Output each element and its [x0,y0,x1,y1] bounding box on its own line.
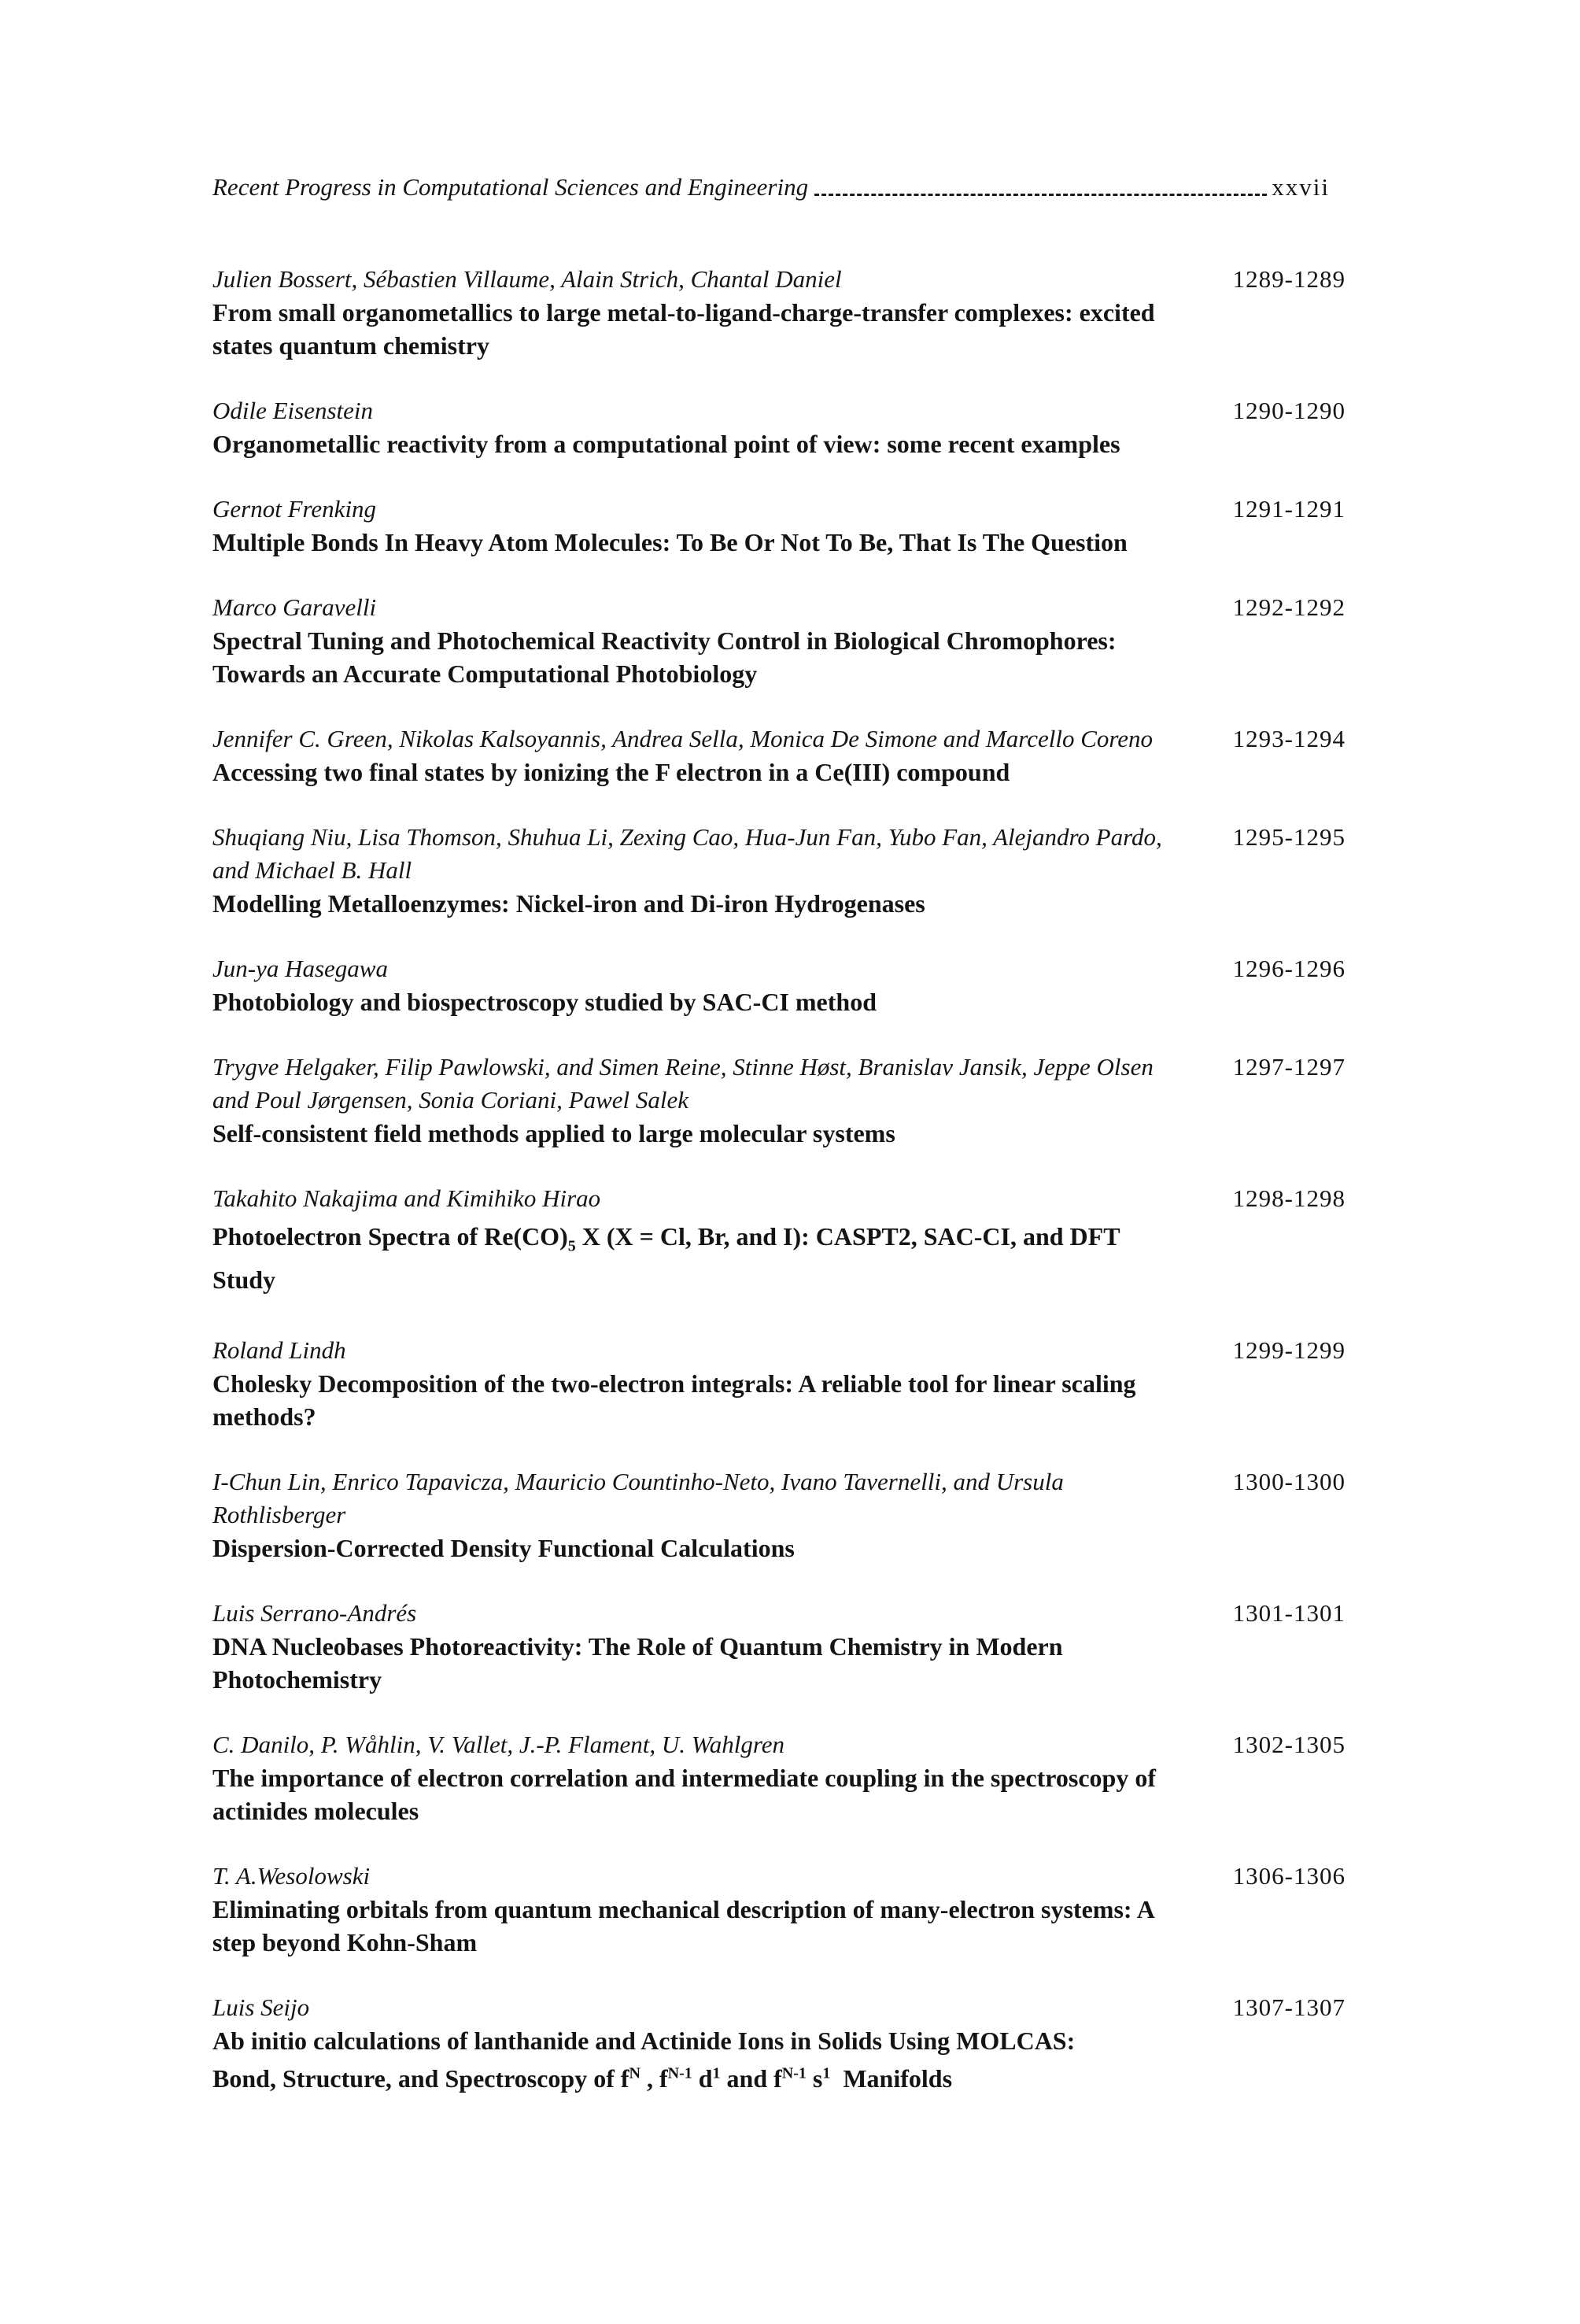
entry-title-part: s [806,2064,823,2093]
entry-authors: Luis Serrano-Andrés [212,1599,417,1627]
entry-title: Multiple Bonds In Heavy Atom Molecules: To Be Or Not To Be, That Is The Question [212,528,1128,556]
table-of-contents [212,263,1346,2133]
toc-entry [212,1182,1346,1302]
toc-entry [212,1334,1346,1433]
entry-pages: 1289-1289 [1232,265,1346,293]
entry-title: The importance of electron correlation and intermediate coupling in the spectroscopy of actinides molecules [212,1764,1156,1825]
entry-authors: Gernot Frenking [212,495,377,523]
entry-authors: Odile Eisenstein [212,397,374,424]
superscript: N-1 [667,2064,692,2082]
entry-title-part: and f [720,2064,782,2093]
entry-authors: Jennifer C. Green, Nikolas Kalsoyannis, Andrea Sella, Monica De Simone and Marcello Coreno [212,725,1154,752]
superscript: 1 [822,2064,831,2082]
entry-pages: 1292-1292 [1232,593,1346,621]
toc-entry [212,263,1346,362]
entry-title-part: , f [640,2064,668,2093]
entry-title: Cholesky Decomposition of the two-electron integrals: A reliable tool for linear scaling methods? [212,1369,1136,1431]
entry-pages: 1301-1301 [1232,1599,1346,1627]
entry-title: Self-consistent field methods applied to large molecular systems [212,1119,895,1147]
entry-authors: Julien Bossert, Sébastien Villaume, Alain Strich, Chantal Daniel [212,265,842,293]
subscript: 5 [567,1237,576,1255]
superscript: N-1 [781,2064,807,2082]
toc-entry [212,1051,1346,1150]
toc-entry [212,1728,1346,1827]
toc-entry [212,1860,1346,1959]
entry-title-part: Bond, Structure, and Spectroscopy of f [212,2064,629,2093]
page-number: xxvii [1272,173,1330,201]
entry-pages: 1298-1298 [1232,1184,1346,1212]
toc-entry [212,722,1346,789]
entry-authors: Luis Seijo [212,1993,310,2021]
entry-title: Eliminating orbitals from quantum mechanical description of many-electron systems: A step beyond Kohn-Sham [212,1895,1154,1956]
entry-title: Dispersion-Corrected Density Functional Calculations [212,1534,795,1562]
entry-title-line: Ab initio calculations of lanthanide and Actinide Ions in Solids Using MOLCAS: [212,2027,1076,2055]
entry-title-part: Manifolds [830,2064,953,2093]
entry-title-part: Photoelectron Spectra of Re(CO) [212,1222,568,1251]
running-header-title: Recent Progress in Computational Sciences and Engineering [212,173,809,201]
superscript: N [629,2064,640,2082]
entry-title: Photobiology and biospectroscopy studied by SAC-CI method [212,988,877,1016]
entry-pages: 1302-1305 [1232,1731,1346,1758]
toc-entry [212,1991,1346,2100]
entry-authors: C. Danilo, P. Wåhlin, V. Vallet, J.-P. Flament, U. Wahlgren [212,1731,785,1758]
toc-entry [212,591,1346,690]
entry-authors: T. A.Wesolowski [212,1862,371,1890]
toc-entry [212,394,1346,460]
toc-entry [212,493,1346,559]
entry-title-line [212,2057,1180,2100]
entry-pages: 1296-1296 [1232,955,1346,982]
entry-authors: Roland Lindh [212,1336,346,1364]
entry-authors: I-Chun Lin, Enrico Tapavicza, Mauricio Countinho-Neto, Ivano Tavernelli, and Ursula Rothlisberger [212,1468,1064,1528]
entry-pages: 1297-1297 [1232,1053,1346,1081]
toc-entry [212,1597,1346,1696]
entry-title: Organometallic reactivity from a computational point of view: some recent examples [212,430,1120,458]
entry-authors: Shuqiang Niu, Lisa Thomson, Shuhua Li, Zexing Cao, Hua-Jun Fan, Yubo Fan, Alejandro Pardo, and Michael B. Hall [212,823,1162,884]
entry-authors: Marco Garavelli [212,593,377,621]
header-dashed-rule [814,194,1267,196]
entry-pages: 1290-1290 [1232,397,1346,424]
toc-entry [212,952,1346,1018]
entry-pages: 1293-1294 [1232,725,1346,752]
entry-pages: 1300-1300 [1232,1468,1346,1495]
entry-title: From small organometallics to large metal-to-ligand-charge-transfer complexes: excited states quantum chemistry [212,298,1155,360]
entry-authors: Trygve Helgaker, Filip Pawlowski, and Simen Reine, Stinne Høst, Branislav Jansik, Jeppe Olsen and Poul Jørgensen, Sonia Coriani, Pawel Salek [212,1053,1154,1114]
entry-title-part: X (X = Cl, Br, and I): CASPT2, SAC-CI, and DFT Study [212,1222,1120,1294]
entry-title-part: d [692,2064,713,2093]
entry-pages: 1299-1299 [1232,1336,1346,1364]
entry-title: Spectral Tuning and Photochemical Reactivity Control in Biological Chromophores: Towards an Accurate Computational Photobiology [212,626,1117,688]
entry-authors: Takahito Nakajima and Kimihiko Hirao [212,1184,601,1212]
toc-entry [212,821,1346,920]
superscript: 1 [712,2064,721,2082]
entry-pages: 1306-1306 [1232,1862,1346,1890]
entry-title: Modelling Metalloenzymes: Nickel-iron and Di-iron Hydrogenases [212,889,925,918]
entry-title: DNA Nucleobases Photoreactivity: The Role of Quantum Chemistry in Modern Photochemistry [212,1632,1063,1694]
running-header [212,167,1330,201]
entry-pages: 1307-1307 [1232,1993,1346,2021]
entry-authors: Jun-ya Hasegawa [212,955,388,982]
entry-pages: 1291-1291 [1232,495,1346,523]
entry-title: Accessing two final states by ionizing the F electron in a Ce(III) compound [212,758,1010,786]
entry-title [212,1215,1180,1302]
toc-entry [212,1465,1346,1565]
entry-title [212,2024,1180,2100]
entry-pages: 1295-1295 [1232,823,1346,851]
